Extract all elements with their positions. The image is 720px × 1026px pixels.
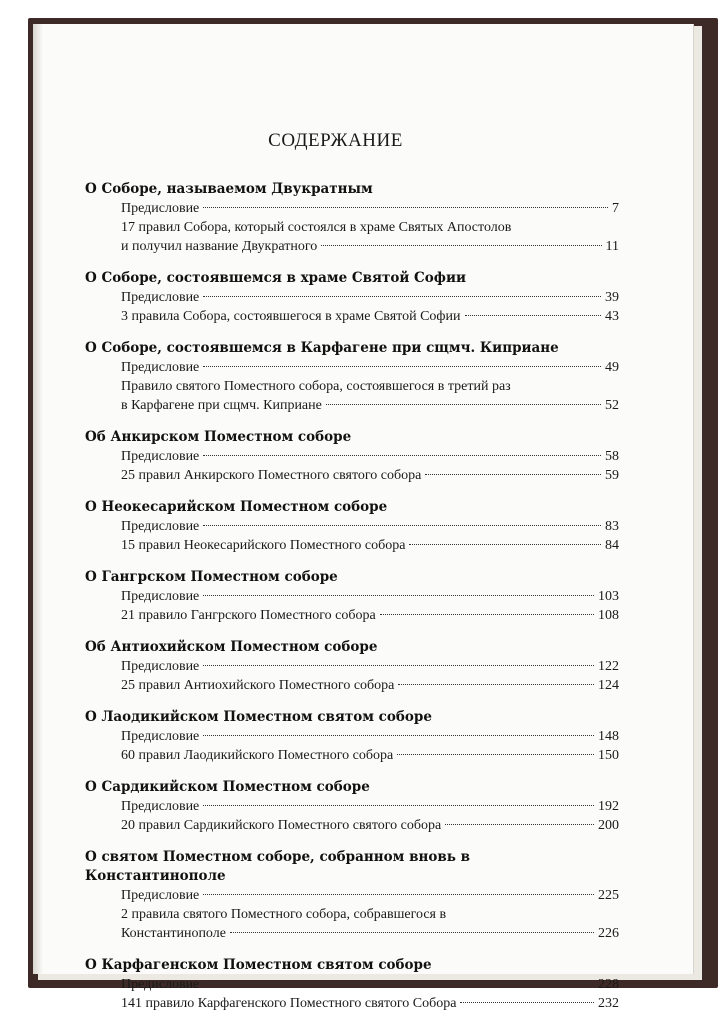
toc-entry-label: и получил название Двукратного <box>121 239 318 254</box>
toc-section-title: О Неокесарийском Поместном соборе <box>85 499 388 515</box>
dot-leader <box>203 735 594 736</box>
toc-entry <box>85 606 619 625</box>
toc-section <box>85 956 619 1013</box>
toc-page-number: 228 <box>598 977 619 992</box>
toc-page-number: 232 <box>598 996 619 1011</box>
toc-entry <box>85 797 619 816</box>
toc-page-number: 39 <box>605 290 619 305</box>
toc-page-number: 124 <box>598 678 619 693</box>
toc-entry <box>85 657 619 676</box>
dot-leader <box>203 207 608 208</box>
toc-entry-label: Предисловие <box>121 977 200 992</box>
dot-leader <box>203 983 594 984</box>
dot-leader <box>203 525 601 526</box>
toc-entry-label: 21 правило Гангрского Поместного собора <box>121 608 376 623</box>
dot-leader <box>203 455 601 456</box>
dot-leader <box>203 296 601 297</box>
toc-section <box>85 269 619 326</box>
toc-section-title: О Соборе, называемом Двукратным <box>85 181 373 197</box>
toc-entry-label: Предисловие <box>121 888 200 903</box>
toc-entry-label: Предисловие <box>121 799 200 814</box>
toc-section <box>85 568 619 625</box>
toc-section <box>85 180 619 256</box>
toc-entry <box>85 517 619 536</box>
toc-entry <box>85 358 619 377</box>
dot-leader <box>445 824 594 825</box>
toc-page-number: 150 <box>598 748 619 763</box>
toc-section <box>85 848 619 943</box>
toc-entry-label: в Карфагене при сщмч. Киприане <box>121 398 322 413</box>
toc-page-number: 148 <box>598 729 619 744</box>
toc-page-number: 226 <box>598 926 619 941</box>
toc-entry-label: 141 правило Карфагенского Поместного святого Собора <box>121 996 457 1011</box>
toc-entry-label: 3 правила Собора, состоявшегося в храме Святой Софии <box>121 309 461 324</box>
toc-page-number: 11 <box>605 239 619 254</box>
toc-page-number: 83 <box>605 519 619 534</box>
toc-page-number: 59 <box>605 468 619 483</box>
toc-section <box>85 498 619 555</box>
toc-entry-label: 60 правил Лаодикийского Поместного собора <box>121 748 394 763</box>
toc-page-number: 7 <box>612 201 619 216</box>
toc-section-title: О Карфагенском Поместном святом соборе <box>85 957 432 973</box>
toc-entry <box>85 727 619 746</box>
toc-entry <box>85 816 619 835</box>
toc-entry-label: 25 правил Анкирского Поместного святого собора <box>121 468 422 483</box>
toc-entry-label: 15 правил Неокесарийского Поместного собора <box>121 538 406 553</box>
toc-entry <box>85 886 619 905</box>
toc-entry <box>85 676 619 695</box>
toc-entry-label: Предисловие <box>121 659 200 674</box>
toc-entry <box>85 377 619 415</box>
toc-section <box>85 339 619 415</box>
toc-entry <box>85 536 619 555</box>
toc-section-title: О святом Поместном соборе, собранном вновь в Константинополе <box>85 849 470 884</box>
toc-section-title: О Сардикийском Поместном соборе <box>85 779 370 795</box>
toc-title: СОДЕРЖАНИЕ <box>268 130 403 151</box>
toc-entry-label: 20 правил Сардикийского Поместного святого собора <box>121 818 442 833</box>
book-page <box>33 24 693 1011</box>
toc-page-number: 84 <box>605 538 619 553</box>
toc-page-number: 108 <box>598 608 619 623</box>
toc-entry <box>85 218 619 256</box>
page-gutter <box>33 24 43 974</box>
toc-page-number: 52 <box>605 398 619 413</box>
toc-entry-label: Предисловие <box>121 729 200 744</box>
toc-page-number: 192 <box>598 799 619 814</box>
toc-section-title: Об Анкирском Поместном соборе <box>85 429 352 445</box>
dot-leader <box>460 1002 594 1003</box>
toc-section-title: О Соборе, состоявшемся в храме Святой Софии <box>85 270 466 286</box>
dot-leader <box>203 894 594 895</box>
dot-leader <box>398 684 594 685</box>
dot-leader <box>465 315 602 316</box>
toc-section <box>85 778 619 835</box>
toc-entry <box>85 746 619 765</box>
toc-page-number: 225 <box>598 888 619 903</box>
toc-page-number: 200 <box>598 818 619 833</box>
toc-section <box>85 638 619 695</box>
toc-section-title: О Соборе, состоявшемся в Карфагене при сщмч. Киприане <box>85 340 559 356</box>
toc-entry-label: Предисловие <box>121 449 200 464</box>
toc-entry <box>85 975 619 994</box>
toc-entry <box>85 447 619 466</box>
toc-section-title: Об Антиохийском Поместном соборе <box>85 639 378 655</box>
toc-page-number: 58 <box>605 449 619 464</box>
dot-leader <box>203 366 601 367</box>
toc-entry-label: 2 правила святого Поместного собора, собравшегося в <box>121 907 447 922</box>
toc-entry-label: Предисловие <box>121 589 200 604</box>
toc-entry <box>85 466 619 485</box>
toc-section <box>85 708 619 765</box>
toc-section-title: О Лаодикийском Поместном святом соборе <box>85 709 432 725</box>
dot-leader <box>409 544 601 545</box>
toc-page-number: 49 <box>605 360 619 375</box>
toc-entry <box>85 307 619 326</box>
toc-entry-label: Константинополе <box>121 926 226 941</box>
toc-entry-label: Предисловие <box>121 290 200 305</box>
toc-entry-label: Предисловие <box>121 519 200 534</box>
table-of-contents <box>85 180 619 1026</box>
dot-leader <box>203 665 594 666</box>
toc-entry-label: 25 правил Антиохийского Поместного собора <box>121 678 395 693</box>
dot-leader <box>425 474 601 475</box>
dot-leader <box>380 614 594 615</box>
toc-page-number: 43 <box>605 309 619 324</box>
dot-leader <box>203 595 594 596</box>
toc-entry <box>85 199 619 218</box>
toc-section <box>85 428 619 485</box>
toc-entry <box>85 905 619 943</box>
toc-entry-label: Предисловие <box>121 360 200 375</box>
toc-entry <box>85 994 619 1013</box>
toc-entry <box>85 288 619 307</box>
toc-section-title: О Гангрском Поместном соборе <box>85 569 338 585</box>
toc-entry <box>85 587 619 606</box>
toc-page-number: 122 <box>598 659 619 674</box>
toc-page-number: 103 <box>598 589 619 604</box>
toc-entry-label: 17 правил Собора, который состоялся в храме Святых Апостолов <box>121 220 512 235</box>
toc-entry-label: Правило святого Поместного собора, состоявшегося в третий раз <box>121 379 511 394</box>
dot-leader <box>326 404 601 405</box>
dot-leader <box>397 754 594 755</box>
dot-leader <box>321 245 601 246</box>
dot-leader <box>230 932 594 933</box>
toc-entry-label: Предисловие <box>121 201 200 216</box>
dot-leader <box>203 805 594 806</box>
